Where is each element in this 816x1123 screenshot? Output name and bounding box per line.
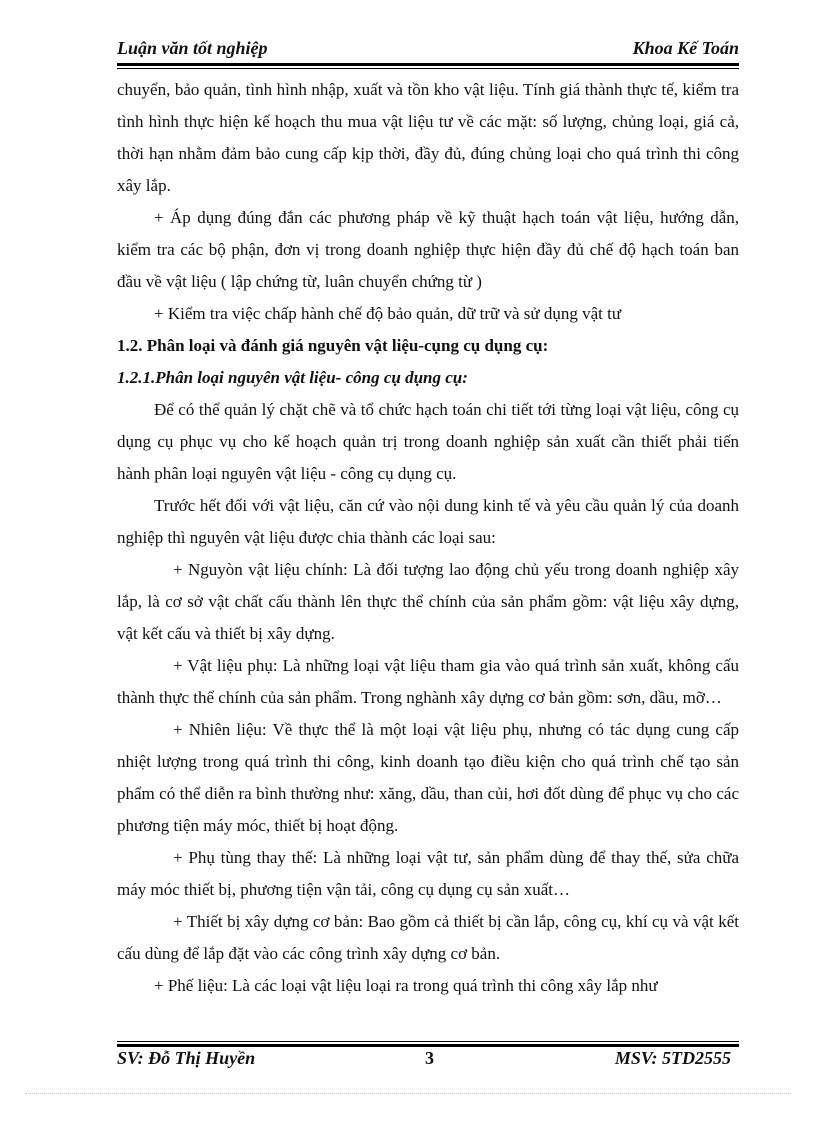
- footer-rule-thin: [117, 1041, 739, 1042]
- header-rule-thick: [117, 63, 739, 66]
- paragraph-3: + Kiểm tra việc chấp hành chế độ bảo quản, dữ trữ và sử dụng vật tư: [154, 304, 622, 323]
- page-bottom-dotted-line: [25, 1093, 791, 1094]
- subsection-heading: 1.2.1.Phân loại nguyên vật liệu- công cụ dụng cụ:: [117, 368, 468, 387]
- paragraph-7: + Vật liệu phụ: Là những loại vật liệu tham gia vào quá trình sản xuất, không cấu thành thực thể chính của sản phẩm. Trong nghành xây dựng cơ bản gồm: sơn, dầu, mỡ…: [117, 656, 739, 707]
- page-body: [117, 74, 739, 1002]
- section-heading: 1.2. Phân loại và đánh giá nguyên vật liệu-cụng cụ dụng cụ:: [117, 336, 549, 355]
- footer-student-name: SV: Đỗ Thị Huyền: [117, 1048, 256, 1068]
- paragraph-11: + Phế liệu: Là các loại vật liệu loại ra trong quá trình thi công xây lắp như: [154, 976, 658, 995]
- paragraph-4: Để có thể quản lý chặt chẽ và tổ chức hạch toán chi tiết tới từng loại vật liệu, công cụ dụng cụ phục vụ cho kế hoạch quản trị trong doanh nghiệp sản xuất cần thiết phải tiến hành phân loại nguyên vật liệu - công cụ dụng cụ.: [117, 400, 739, 483]
- header-rule-thin: [117, 68, 739, 69]
- page-number: 3: [425, 1048, 434, 1068]
- paragraph-2: + Áp dụng đúng đắn các phương pháp về kỹ thuật hạch toán vật liệu, hướng dẫn, kiểm tra các bộ phận, đơn vị trong doanh nghiệp thực hiện đầy đủ chế độ hạch toán ban đầu về vật liệu ( lập chứng từ, luân chuyển chứng từ ): [117, 208, 739, 291]
- paragraph-10: + Thiết bị xây dựng cơ bản: Bao gồm cả thiết bị cần lắp, công cụ, khí cụ và vật kết cấu dùng để lắp đặt vào các công trình xây dựng cơ bản.: [117, 912, 739, 963]
- paragraph-8: + Nhiên liệu: Về thực thể là một loại vật liệu phụ, nhưng có tác dụng cung cấp nhiệt lượng trong quá trình thi công, kinh doanh tạo điều kiện cho quá trình chế tạo sản phẩm có thể diễn ra bình thường như: xăng, dầu, than củi, hơi đốt dùng để phục vụ cho các phương tiện máy móc, thiết bị hoạt động.: [117, 720, 739, 835]
- page-footer: [117, 1048, 739, 1074]
- paragraph-1: chuyển, bảo quản, tình hình nhập, xuất và tồn kho vật liệu. Tính giá thành thực tế, kiểm tra tình hình thực hiện kế hoạch thu mua vật liệu tư về các mặt: số lượng, chủng loại, giá cả, thời hạn nhằm đảm bảo cung cấp kịp thời, đầy đủ, đúng chủng loại cho quá trình thi công xây lắp.: [117, 80, 739, 195]
- page-header: [117, 36, 739, 64]
- footer-student-id: MSV: 5TD2555: [614, 1048, 731, 1068]
- paragraph-5: Trước hết đối với vật liệu, căn cứ vào nội dung kinh tế và yêu cầu quản lý của doanh nghiệp thì nguyên vật liệu được chia thành các loại sau:: [117, 496, 739, 547]
- header-thesis-title: Luận văn tốt nghiệp: [117, 38, 268, 58]
- paragraph-6: + Nguyòn vật liệu chính: Là đối tượng lao động chủ yếu trong doanh nghiệp xây lắp, là cơ sở vật chất cấu thành lên thực thể chính của sản phẩm gồm: vật liệu xây dựng, vật kết cấu và thiết bị xây dựng.: [117, 560, 739, 643]
- header-department: Khoa Kế Toán: [632, 38, 739, 58]
- paragraph-9: + Phụ tùng thay thế: Là những loại vật tư, sản phẩm dùng để thay thế, sửa chữa máy móc thiết bị, phương tiện vận tải, công cụ dụng cụ sản xuất…: [117, 848, 739, 899]
- footer-rule-thick: [117, 1044, 739, 1047]
